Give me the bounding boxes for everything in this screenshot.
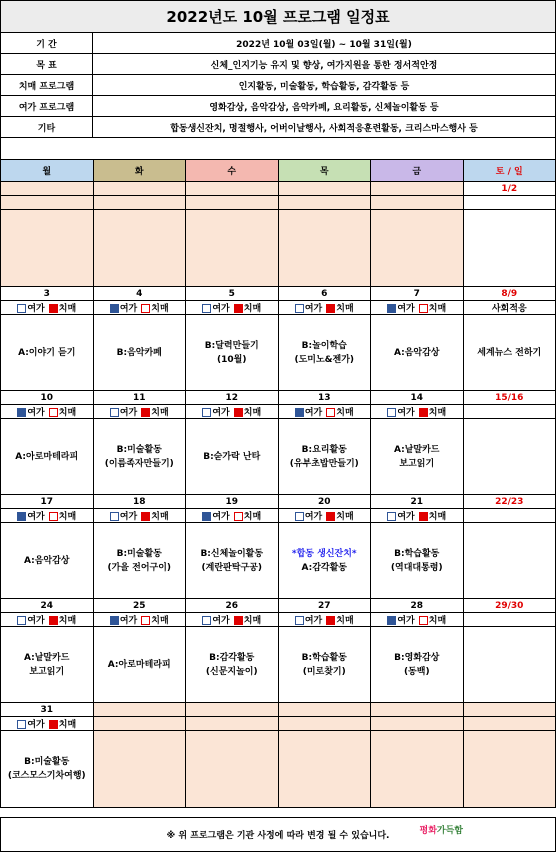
tag-cell bbox=[278, 196, 371, 210]
date-cell: 26 bbox=[186, 599, 279, 613]
dementia-label: 치매 bbox=[151, 304, 169, 314]
activity-text: A:감각활동 bbox=[301, 562, 347, 573]
logo-text-2: 가득함 bbox=[436, 826, 463, 836]
leisure-checkbox-icon bbox=[110, 512, 119, 521]
activity-cell bbox=[93, 523, 186, 599]
activity-cell bbox=[186, 523, 279, 599]
activity-cell bbox=[463, 419, 556, 495]
leisure-checkbox-icon bbox=[295, 408, 304, 417]
tag-cell bbox=[278, 613, 371, 627]
activity-text: (가을 전어구이) bbox=[107, 562, 172, 573]
tag-cell bbox=[1, 717, 94, 731]
date-cell: 3 bbox=[1, 287, 94, 301]
dementia-checkbox-icon bbox=[234, 512, 243, 521]
leisure-label: 여가 bbox=[119, 408, 138, 418]
date-cell: 17 bbox=[1, 495, 94, 509]
tag-cell bbox=[463, 196, 556, 210]
tag-cell bbox=[93, 405, 186, 419]
dementia-checkbox-icon bbox=[141, 408, 150, 417]
dementia-checkbox-icon bbox=[419, 616, 428, 625]
dementia-checkbox-icon bbox=[326, 304, 335, 313]
activity-cell bbox=[93, 210, 186, 287]
logo bbox=[420, 823, 463, 836]
activity-cell bbox=[93, 419, 186, 495]
dementia-checkbox-icon bbox=[49, 512, 58, 521]
date-row bbox=[1, 599, 556, 613]
tag-cell bbox=[463, 613, 556, 627]
activity-text: B:학습활동 bbox=[301, 652, 347, 663]
page-title: 2022년도 10월 프로그램 일정표 bbox=[0, 0, 556, 33]
info-value: 2022년 10월 03일(월) ~ 10월 31일(월) bbox=[93, 33, 556, 54]
dementia-label: 치매 bbox=[428, 616, 447, 626]
info-row bbox=[1, 75, 556, 96]
date-cell bbox=[278, 703, 371, 717]
leisure-checkbox-icon bbox=[202, 512, 211, 521]
activity-text: A:음악감상 bbox=[393, 347, 440, 358]
dementia-label: 치매 bbox=[243, 408, 262, 418]
day-header: 화 bbox=[93, 160, 186, 182]
activity-text: B:신체놀이활동 bbox=[200, 548, 264, 559]
leisure-label: 여가 bbox=[119, 616, 138, 626]
activity-text: B:숟가락 난타 bbox=[203, 451, 261, 462]
activity-cell bbox=[186, 210, 279, 287]
dementia-label: 치매 bbox=[336, 304, 354, 314]
activity-cell bbox=[278, 523, 371, 599]
date-cell: 29/30 bbox=[463, 599, 556, 613]
date-cell bbox=[186, 703, 279, 717]
leisure-label: 여가 bbox=[304, 512, 323, 522]
activity-text: (이름족자만들기) bbox=[104, 458, 174, 469]
tag-cell bbox=[1, 405, 94, 419]
activity-cell bbox=[278, 419, 371, 495]
tag-cell bbox=[186, 196, 279, 210]
activity-text: (계란판탁구공) bbox=[201, 562, 262, 573]
info-value: 합동생신잔치, 명절행사, 어버이날행사, 사회적응훈련활동, 크리스마스행사 등 bbox=[93, 117, 556, 138]
leisure-label: 여가 bbox=[397, 616, 415, 626]
leisure-checkbox-icon bbox=[110, 616, 119, 625]
date-cell: 7 bbox=[371, 287, 464, 301]
tag-cell bbox=[93, 196, 186, 210]
activity-cell bbox=[371, 523, 464, 599]
dementia-checkbox-icon bbox=[49, 304, 58, 313]
leisure-label: 여가 bbox=[27, 512, 45, 522]
dementia-label: 치매 bbox=[58, 512, 77, 522]
dementia-label: 치매 bbox=[58, 304, 77, 314]
info-row bbox=[1, 33, 556, 54]
dementia-label: 치매 bbox=[336, 512, 354, 522]
activity-cell bbox=[278, 627, 371, 703]
date-cell: 10 bbox=[1, 391, 94, 405]
dementia-checkbox-icon bbox=[141, 616, 150, 625]
date-cell: 4 bbox=[93, 287, 186, 301]
leisure-label: 여가 bbox=[212, 616, 230, 626]
tag-row bbox=[1, 509, 556, 523]
day-header: 수 bbox=[186, 160, 279, 182]
date-cell bbox=[371, 182, 464, 196]
dementia-label: 치매 bbox=[58, 408, 77, 418]
activity-text: B:음악카페 bbox=[116, 347, 162, 358]
date-cell: 31 bbox=[1, 703, 94, 717]
tag-cell bbox=[93, 613, 186, 627]
date-row bbox=[1, 391, 556, 405]
date-cell: 20 bbox=[278, 495, 371, 509]
activity-text: 세계뉴스 전하기 bbox=[477, 347, 542, 358]
date-cell: 8/9 bbox=[463, 287, 556, 301]
tag-cell bbox=[463, 405, 556, 419]
tag-cell bbox=[93, 509, 186, 523]
tag-cell bbox=[371, 613, 464, 627]
info-value: 신체_인지기능 유지 및 향상, 여가지원을 통한 정서적안정 bbox=[93, 54, 556, 75]
leisure-checkbox-icon bbox=[17, 512, 26, 521]
date-cell: 19 bbox=[186, 495, 279, 509]
leisure-label: 여가 bbox=[397, 408, 415, 418]
activity-text: A:아로마테라피 bbox=[107, 659, 171, 670]
dementia-checkbox-icon bbox=[234, 408, 243, 417]
activity-text: B:감각활동 bbox=[209, 652, 255, 663]
activity-text: (10월) bbox=[217, 354, 247, 365]
day-header: 월 bbox=[1, 160, 94, 182]
date-cell bbox=[371, 703, 464, 717]
tag-cell bbox=[186, 405, 279, 419]
date-cell: 18 bbox=[93, 495, 186, 509]
footer-note: ※ 위 프로그램은 기관 사정에 따라 변경 될 수 있습니다. bbox=[166, 831, 390, 841]
activity-cell bbox=[371, 419, 464, 495]
date-cell: 13 bbox=[278, 391, 371, 405]
info-row bbox=[1, 54, 556, 75]
activity-text: (미로찾기) bbox=[302, 666, 346, 677]
date-cell: 22/23 bbox=[463, 495, 556, 509]
tag-row bbox=[1, 717, 556, 731]
tag-row bbox=[1, 405, 556, 419]
leisure-checkbox-icon bbox=[387, 512, 396, 521]
activity-cell bbox=[186, 315, 279, 391]
tag-cell bbox=[371, 509, 464, 523]
activity-text: (도미노&젠가) bbox=[294, 354, 355, 365]
activity-text: (역대대통령) bbox=[390, 562, 443, 573]
dementia-label: 치매 bbox=[151, 616, 169, 626]
dementia-checkbox-icon bbox=[234, 304, 243, 313]
date-cell: 5 bbox=[186, 287, 279, 301]
activity-row bbox=[1, 731, 556, 808]
leisure-checkbox-icon bbox=[295, 616, 304, 625]
day-header: 금 bbox=[371, 160, 464, 182]
dementia-checkbox-icon bbox=[141, 304, 150, 313]
date-cell bbox=[186, 182, 279, 196]
footer bbox=[0, 817, 556, 852]
leisure-label: 여가 bbox=[119, 304, 138, 314]
date-cell bbox=[278, 182, 371, 196]
date-cell: 11 bbox=[93, 391, 186, 405]
dementia-checkbox-icon bbox=[141, 512, 150, 521]
date-cell: 24 bbox=[1, 599, 94, 613]
dementia-label: 치매 bbox=[58, 720, 77, 730]
dementia-label: 치매 bbox=[243, 304, 262, 314]
date-cell: 15/16 bbox=[463, 391, 556, 405]
date-cell: 1/2 bbox=[463, 182, 556, 196]
tag-cell bbox=[93, 301, 186, 315]
date-cell bbox=[463, 703, 556, 717]
activity-text: A:낱말카드 bbox=[23, 652, 70, 663]
activity-cell bbox=[1, 315, 94, 391]
leisure-label: 여가 bbox=[119, 512, 138, 522]
activity-cell bbox=[371, 627, 464, 703]
date-row bbox=[1, 287, 556, 301]
tag-cell bbox=[186, 301, 279, 315]
activity-row bbox=[1, 315, 556, 391]
tag-cell bbox=[278, 405, 371, 419]
info-table bbox=[0, 32, 556, 138]
dementia-checkbox-icon bbox=[49, 616, 58, 625]
tag-cell bbox=[1, 301, 94, 315]
date-cell: 28 bbox=[371, 599, 464, 613]
leisure-checkbox-icon bbox=[17, 616, 26, 625]
activity-row bbox=[1, 419, 556, 495]
dementia-checkbox-icon bbox=[326, 408, 335, 417]
activity-text: B:미술활동 bbox=[116, 548, 162, 559]
tag-row bbox=[1, 301, 556, 315]
dementia-checkbox-icon bbox=[326, 616, 335, 625]
activity-text: B:미술활동 bbox=[24, 757, 70, 767]
leisure-checkbox-icon bbox=[17, 304, 26, 313]
activity-text: 보고읽기 bbox=[29, 666, 65, 677]
leisure-label: 여가 bbox=[27, 616, 45, 626]
dementia-checkbox-icon bbox=[326, 512, 335, 521]
leisure-label: 여가 bbox=[212, 304, 230, 314]
date-cell bbox=[93, 182, 186, 196]
date-cell bbox=[1, 182, 94, 196]
tag-cell bbox=[371, 301, 464, 315]
activity-text: B:미술활동 bbox=[116, 444, 162, 455]
dementia-label: 치매 bbox=[428, 304, 447, 314]
activity-text: B:요리활동 bbox=[301, 444, 347, 455]
activity-text: *합동 생신잔치* bbox=[291, 548, 357, 559]
activity-text: B:달력만들기 bbox=[204, 340, 259, 351]
dementia-checkbox-icon bbox=[49, 408, 58, 417]
activity-text: A:아로마테라피 bbox=[15, 451, 79, 462]
activity-cell bbox=[278, 315, 371, 391]
activity-text: (유부초밥만들기) bbox=[289, 458, 359, 469]
tag-cell bbox=[1, 613, 94, 627]
tag-cell bbox=[93, 717, 186, 731]
leisure-label: 여가 bbox=[27, 408, 45, 418]
activity-cell bbox=[1, 731, 94, 808]
info-label: 여가 프로그램 bbox=[1, 96, 93, 117]
activity-text: (동백) bbox=[403, 666, 430, 677]
info-label: 목 표 bbox=[1, 54, 93, 75]
calendar-table bbox=[0, 159, 556, 808]
leisure-label: 여가 bbox=[27, 304, 45, 314]
activity-cell bbox=[1, 627, 94, 703]
activity-cell bbox=[463, 315, 556, 391]
activity-text: (신문지놀이) bbox=[205, 666, 258, 677]
activity-cell bbox=[278, 210, 371, 287]
info-label: 기타 bbox=[1, 117, 93, 138]
activity-cell bbox=[1, 419, 94, 495]
activity-cell bbox=[93, 315, 186, 391]
activity-cell bbox=[1, 523, 94, 599]
dementia-checkbox-icon bbox=[49, 720, 58, 729]
activity-row bbox=[1, 627, 556, 703]
date-row bbox=[1, 182, 556, 196]
info-row bbox=[1, 96, 556, 117]
tag-cell bbox=[278, 717, 371, 731]
date-cell: 14 bbox=[371, 391, 464, 405]
dementia-label: 치매 bbox=[243, 512, 262, 522]
tag-row bbox=[1, 196, 556, 210]
activity-text: B:놀이학습 bbox=[301, 340, 347, 351]
activity-cell bbox=[1, 210, 94, 287]
tag-cell bbox=[278, 509, 371, 523]
dementia-label: 치매 bbox=[428, 408, 447, 418]
dementia-label: 치매 bbox=[243, 616, 262, 626]
activity-cell bbox=[93, 731, 186, 808]
leisure-checkbox-icon bbox=[202, 304, 211, 313]
info-row bbox=[1, 117, 556, 138]
activity-cell bbox=[463, 627, 556, 703]
date-cell: 21 bbox=[371, 495, 464, 509]
tag-cell bbox=[186, 509, 279, 523]
activity-cell bbox=[371, 315, 464, 391]
leisure-label: 여가 bbox=[397, 304, 415, 314]
tag-row bbox=[1, 613, 556, 627]
tag-cell bbox=[1, 509, 94, 523]
tag-cell bbox=[463, 509, 556, 523]
activity-text: A:음악감상 bbox=[23, 555, 70, 566]
dementia-label: 치매 bbox=[336, 408, 354, 418]
leisure-checkbox-icon bbox=[202, 616, 211, 625]
day-header-row bbox=[1, 160, 556, 182]
leisure-checkbox-icon bbox=[110, 408, 119, 417]
activity-cell bbox=[278, 731, 371, 808]
date-row bbox=[1, 495, 556, 509]
dementia-label: 치매 bbox=[151, 408, 169, 418]
activity-text: (코스모스기차여행) bbox=[7, 771, 86, 781]
tag-cell: 사회적응 bbox=[463, 301, 556, 315]
date-cell: 25 bbox=[93, 599, 186, 613]
tag-cell bbox=[371, 196, 464, 210]
activity-cell bbox=[186, 419, 279, 495]
activity-cell bbox=[463, 210, 556, 287]
leisure-checkbox-icon bbox=[387, 616, 396, 625]
activity-text: B:학습활동 bbox=[394, 548, 440, 559]
leisure-checkbox-icon bbox=[387, 408, 396, 417]
activity-row bbox=[1, 210, 556, 287]
leisure-label: 여가 bbox=[304, 408, 323, 418]
leisure-label: 여가 bbox=[397, 512, 415, 522]
info-label: 치매 프로그램 bbox=[1, 75, 93, 96]
date-cell: 12 bbox=[186, 391, 279, 405]
dementia-checkbox-icon bbox=[419, 304, 428, 313]
leisure-checkbox-icon bbox=[387, 304, 396, 313]
activity-cell bbox=[371, 731, 464, 808]
tag-cell bbox=[278, 301, 371, 315]
dementia-checkbox-icon bbox=[419, 512, 428, 521]
activity-cell bbox=[186, 731, 279, 808]
dementia-checkbox-icon bbox=[419, 408, 428, 417]
leisure-label: 여가 bbox=[212, 408, 230, 418]
info-value: 영화감상, 음악감상, 음악카페, 요리활동, 신체놀이활동 등 bbox=[93, 96, 556, 117]
leisure-checkbox-icon bbox=[110, 304, 119, 313]
date-row bbox=[1, 703, 556, 717]
activity-text: A:낱말카드 bbox=[393, 444, 440, 455]
activity-cell bbox=[463, 523, 556, 599]
leisure-label: 여가 bbox=[212, 512, 230, 522]
activity-text: A:이야기 듣기 bbox=[18, 347, 76, 358]
activity-cell bbox=[371, 210, 464, 287]
activity-text: B:영화감상 bbox=[394, 652, 440, 663]
leisure-checkbox-icon bbox=[295, 304, 304, 313]
tag-cell bbox=[463, 717, 556, 731]
spacer bbox=[0, 137, 556, 159]
day-header: 목 bbox=[278, 160, 371, 182]
info-label: 기 간 bbox=[1, 33, 93, 54]
dementia-label: 치매 bbox=[428, 512, 447, 522]
leisure-checkbox-icon bbox=[17, 720, 26, 729]
dementia-checkbox-icon bbox=[234, 616, 243, 625]
dementia-label: 치매 bbox=[58, 616, 77, 626]
tag-cell bbox=[371, 717, 464, 731]
tag-cell bbox=[371, 405, 464, 419]
activity-cell bbox=[463, 731, 556, 808]
tag-cell bbox=[186, 613, 279, 627]
tag-cell bbox=[1, 196, 94, 210]
day-header: 토 / 일 bbox=[463, 160, 556, 182]
info-value: 인지활동, 미술활동, 학습활동, 감각활동 등 bbox=[93, 75, 556, 96]
activity-row bbox=[1, 523, 556, 599]
leisure-checkbox-icon bbox=[295, 512, 304, 521]
leisure-checkbox-icon bbox=[202, 408, 211, 417]
leisure-label: 여가 bbox=[27, 720, 45, 730]
leisure-checkbox-icon bbox=[17, 408, 26, 417]
leisure-label: 여가 bbox=[304, 616, 323, 626]
leisure-label: 여가 bbox=[304, 304, 323, 314]
date-cell: 6 bbox=[278, 287, 371, 301]
logo-text-1: 평화 bbox=[419, 826, 437, 836]
activity-text: 보고읽기 bbox=[399, 458, 435, 469]
date-cell bbox=[93, 703, 186, 717]
tag-cell bbox=[186, 717, 279, 731]
activity-cell bbox=[186, 627, 279, 703]
activity-cell bbox=[93, 627, 186, 703]
date-cell: 27 bbox=[278, 599, 371, 613]
dementia-label: 치매 bbox=[151, 512, 169, 522]
dementia-label: 치매 bbox=[336, 616, 354, 626]
